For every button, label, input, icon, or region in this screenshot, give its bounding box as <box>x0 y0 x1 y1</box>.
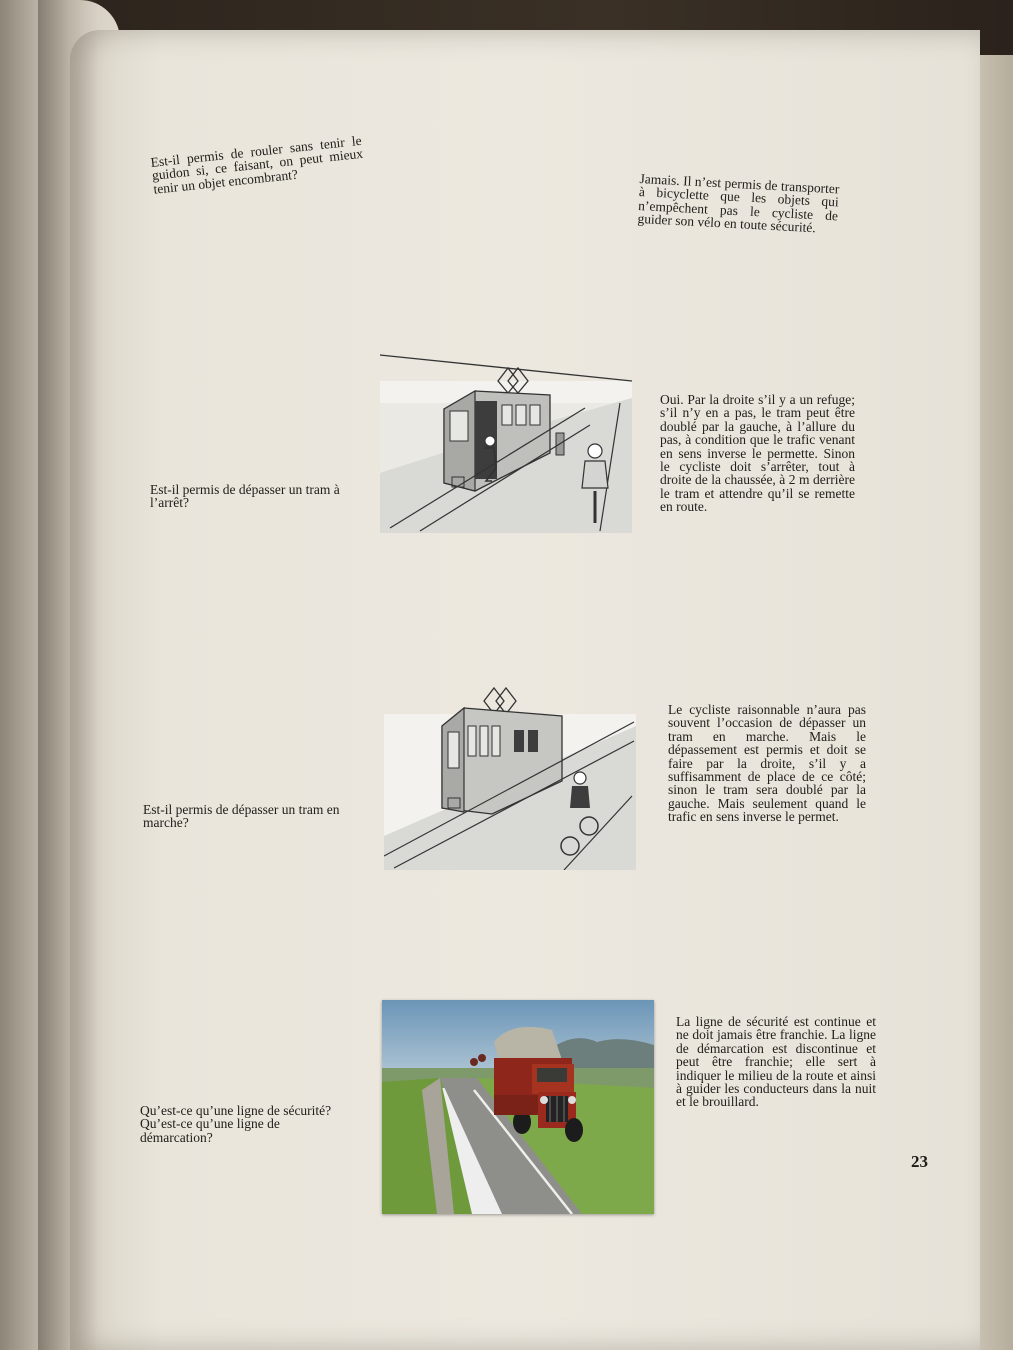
question-1: Est-il permis de rouler sans tenir le guidon si, ce faisant, on peut mieux tenir un objet encombrant? <box>149 132 364 197</box>
question-3: Est-il permis de dépasser un tram en marche? <box>143 802 340 831</box>
tram-stopped-illustration <box>380 353 632 533</box>
book-gutter <box>38 0 98 1350</box>
tram-moving-illustration <box>384 686 636 870</box>
question-2: Est-il permis de dépasser un tram à l’arrêt? <box>150 482 340 511</box>
page-number: 23 <box>911 1152 928 1171</box>
truck-road-photo <box>382 1000 654 1214</box>
answer-4: La ligne de sécurité est continue et ne doit jamais être franchie. La ligne de démarcation est discontinue et peut être franchie; elle sert à indiquer le milieu de la route et ainsi à guider les conducteurs dans la nuit et le brouillard. <box>676 1014 876 1110</box>
answer-2: Oui. Par la droite s’il y a un refuge; s’il n’y en a pas, le tram peut être doublé par la gauche, à l’allure du pas, à condition que le trafic venant en sens inverse le permette. Sinon le cycliste doit s’arrêter, tout à droite de la chaussée, à 2 m derrière le tram et attendre qu’il se remette en route. <box>660 392 855 515</box>
answer-1: Jamais. Il n’est permis de transporter à bicyclette que les objets qui n’empêchent pas le cycliste de guider son vélo en toute sécurité. <box>637 171 840 236</box>
question-4: Qu’est-ce qu’une ligne de sécurité? Qu’est-ce qu’une ligne de démarcation? <box>140 1103 332 1145</box>
answer-3: Le cycliste raisonnable n’aura pas souvent l’occasion de dépasser un tram en marche. Mais le dépassement est permis et doit se faire par la droite, s’il y a suffisamment de place de ce côté; sinon le tram sera doublé par la gauche. Mais seulement quand le trafic en sens inverse le permet. <box>668 702 866 825</box>
